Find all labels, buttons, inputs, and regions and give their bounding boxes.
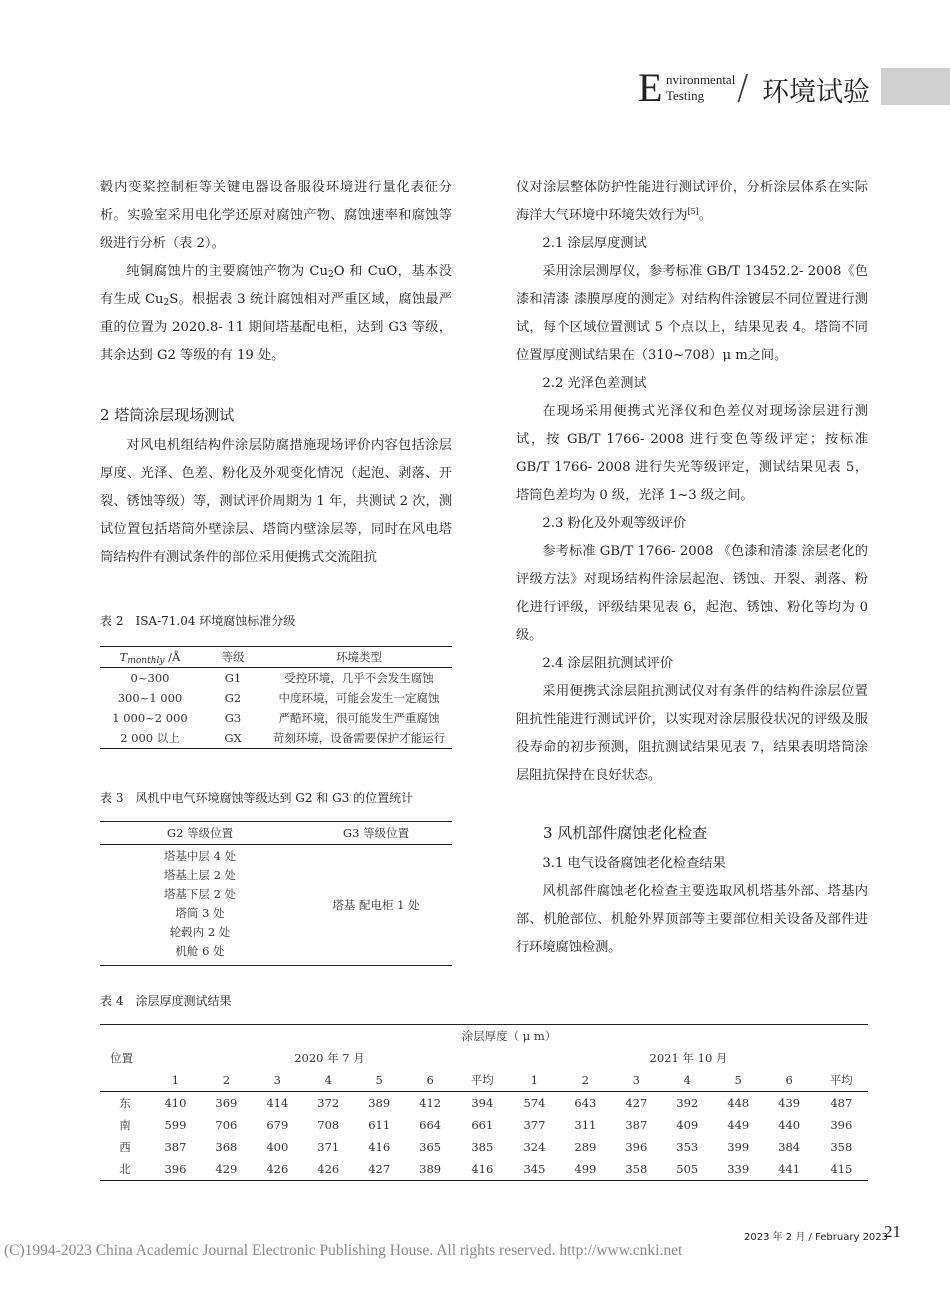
subsection-2-1-heading: 2.1 涂层厚度测试 (542, 236, 647, 251)
journal-cn-title: 环境试验 (762, 77, 870, 108)
right-column (516, 174, 868, 962)
section-3-heading: 3 风机部件腐蚀老化检查 (543, 824, 708, 842)
table-row: 东 410 369 414 372 389 412 394 574 643 427 392 448 439 487 (119, 1096, 853, 1110)
table-row: 北 396 429 426 426 427 389 416 345 499 358 505 339 441 415 (100, 1158, 868, 1181)
table-row: 300~1 000 G2 中度环境，可能会发生一定腐蚀 (117, 691, 440, 705)
table-2-caption: 表 2 ISA-71.04 环境腐蚀标准分级 (100, 614, 296, 628)
journal-initial: E (638, 65, 663, 110)
table-row: 0~300 G1 受控环境，几乎不会发生腐蚀 (130, 671, 434, 685)
table-4-year-2020: 2020 年 7 月 (294, 1051, 365, 1065)
paragraph-3-1: 风机部件腐蚀老化检查主要选取风机塔基外部、塔基内部、机舱部位、机舱外界顶部等主要部位相关设备及部件进行环境腐蚀检测。 (516, 884, 868, 955)
left-column (100, 174, 452, 572)
table-4-year-2021: 2021 年 10 月 (649, 1051, 728, 1065)
table-3 (100, 821, 452, 966)
header-gray-tab (881, 68, 950, 105)
paragraph-2-1: 采用涂层测厚仪，参考标准 GB/T 13452.2- 2008《色漆和清漆 漆膜厚度的测定》对结构件涂镀层不同位置进行测试，每个区域位置测试 5 个点以上，结果见表 4。塔筒不同位置厚度测试结果在（310~708）μ m之间。 (516, 264, 868, 363)
table-row: 南 599 706 679 708 611 664 661 377 311 387 409 449 440 396 (119, 1118, 853, 1132)
footer-date: 2023 年 2 月 / February 2023 (744, 1232, 889, 1243)
table-2-header-grade: 等级 (221, 650, 245, 664)
table-2 (100, 646, 452, 749)
subsection-2-2-heading: 2.2 光泽色差测试 (542, 376, 647, 391)
page-number: 21 (884, 1222, 901, 1241)
table-4-position-label: 位置 (110, 1051, 133, 1065)
left-paragraph-2: 纯铜腐蚀片的主要腐蚀产物为 $Cu_2O$ 和 CuO，基本没有生成 $Cu_2S$。根据表 3 统计腐蚀相对严重区域，腐蚀最严重的位置为 2020.8- 11 期间塔基配电柜，达到 G3 等级，其余达到 G2 等级的有 19 处。 (100, 264, 453, 363)
table-4-caption: 表 4 涂层厚度测试结果 (100, 994, 232, 1008)
left-paragraph-3: 对风电机组结构件涂层防腐措施现场评价内容包括涂层厚度、光泽、色差、粉化及外观变化情况（起泡、剥落、开裂、锈蚀等级）等，测试评价周期为 1 年，共测试 2 次，测试位置包括塔筒外壁涂层、塔筒内壁涂层等，同时在风电塔筒结构件有测试条件的部位采用便携式交流阻抗 (100, 438, 452, 565)
table-2-header-env: 环境类型 (336, 650, 382, 664)
journal-en-line1: nvironmental (666, 72, 736, 87)
paragraph-2-2: 在现场采用便携式光泽仪和色差仪对现场涂层进行测试，按 GB/T 1766- 2008 进行变色等级评定；按标准 GB/T 1766- 2008 进行失光等级评定，测试结果见表 5，塔筒色差均为 0 级，光泽 1~3 级之间。 (516, 404, 868, 503)
subsection-3-1-heading: 3.1 电气设备腐蚀老化检查结果 (542, 856, 726, 871)
section-2-heading: 2 塔筒涂层现场测试 (100, 406, 235, 424)
reference-5: [5] (687, 207, 699, 216)
table-3-header-g3: G3 等级位置 (342, 826, 410, 840)
table-3-g2-list: 塔基中层 4 处 塔基上层 2 处 塔基下层 2 处 塔筒 3 处 轮毂内 2 处 机舱 6 处 (163, 849, 237, 958)
table-row (100, 845, 452, 966)
table-3-header-g2: G2 等级位置 (166, 826, 234, 840)
table-row: 1 000~2 000 G3 严酷环境，很可能发生严重腐蚀 (112, 711, 440, 725)
journal-en-line2: Testing (666, 88, 705, 103)
paragraph-2-3: 参考标准 GB/T 1766- 2008 《色漆和清漆 涂层老化的评级方法》对现场结构件涂层起泡、锈蚀、开裂、剥落、粉化进行评级，评级结果见表 6，起泡、锈蚀、粉化等均为 0 级。 (516, 544, 868, 643)
table-row: 2 000 以上 GX 苛刻环境，设备需要保护才能运行 (100, 728, 452, 749)
left-paragraph-1: 毂内变桨控制柜等关键电器设备服役环境进行量化表征分析。实验室采用电化学还原对腐蚀产物、腐蚀速率和腐蚀等级进行分析（表 2）。 (100, 180, 452, 251)
table-3-g3-value: 塔基 配电柜 1 处 (332, 898, 420, 912)
table-4: 涂层厚度（ μ m） 位置 2020 年 7 月 2021 年 10 月 1 2 3 4 5 6 平均 1 2 3 4 5 6 平均 东 410 369 414 372 389 412 394 574 643 427 392 448 439 487 南 599 706 679 708 611 664 661 377 311 387 409 449 440 396 西 387 368 400 371 416 365 385 324 289 396 353 399 384 358 北 396 429 426 426 427 389 416 345 499 358 505 339 441 415 (100, 1024, 868, 1181)
right-paragraph-1: 仪对涂层整体防护性能进行测试评价，分析涂层体系在实际海洋大气环境中环境失效行为[5]。 (516, 180, 868, 223)
paragraph-2-4: 采用便携式涂层阻抗测试仪对有条件的结构件涂层位置阻抗性能进行测试评价，以实现对涂层服役状况的评级及服役寿命的初步预测，阻抗测试结果见表 7，结果表明塔筒涂层阻抗保持在良好状态。 (516, 684, 868, 783)
copyright-notice: (C)1994-2023 China Academic Journal Electronic Publishing House. All rights reserved. http://www.cnki.net (4, 1242, 683, 1259)
table-row: 西 387 368 400 371 416 365 385 324 289 396 353 399 384 358 (119, 1140, 853, 1154)
table-3-caption: 表 3 风机中电气环境腐蚀等级达到 G2 和 G3 的位置统计 (100, 791, 414, 805)
table-2-header-tmonthly: $T_{monthly}$ /Å (119, 650, 181, 666)
subsection-2-3-heading: 2.3 粉化及外观等级评价 (542, 516, 687, 531)
journal-slash: / (737, 68, 749, 108)
subsection-2-4-heading: 2.4 涂层阻抗测试评价 (542, 656, 674, 671)
table-4-top-header: 涂层厚度（ μ m） (461, 1029, 557, 1043)
